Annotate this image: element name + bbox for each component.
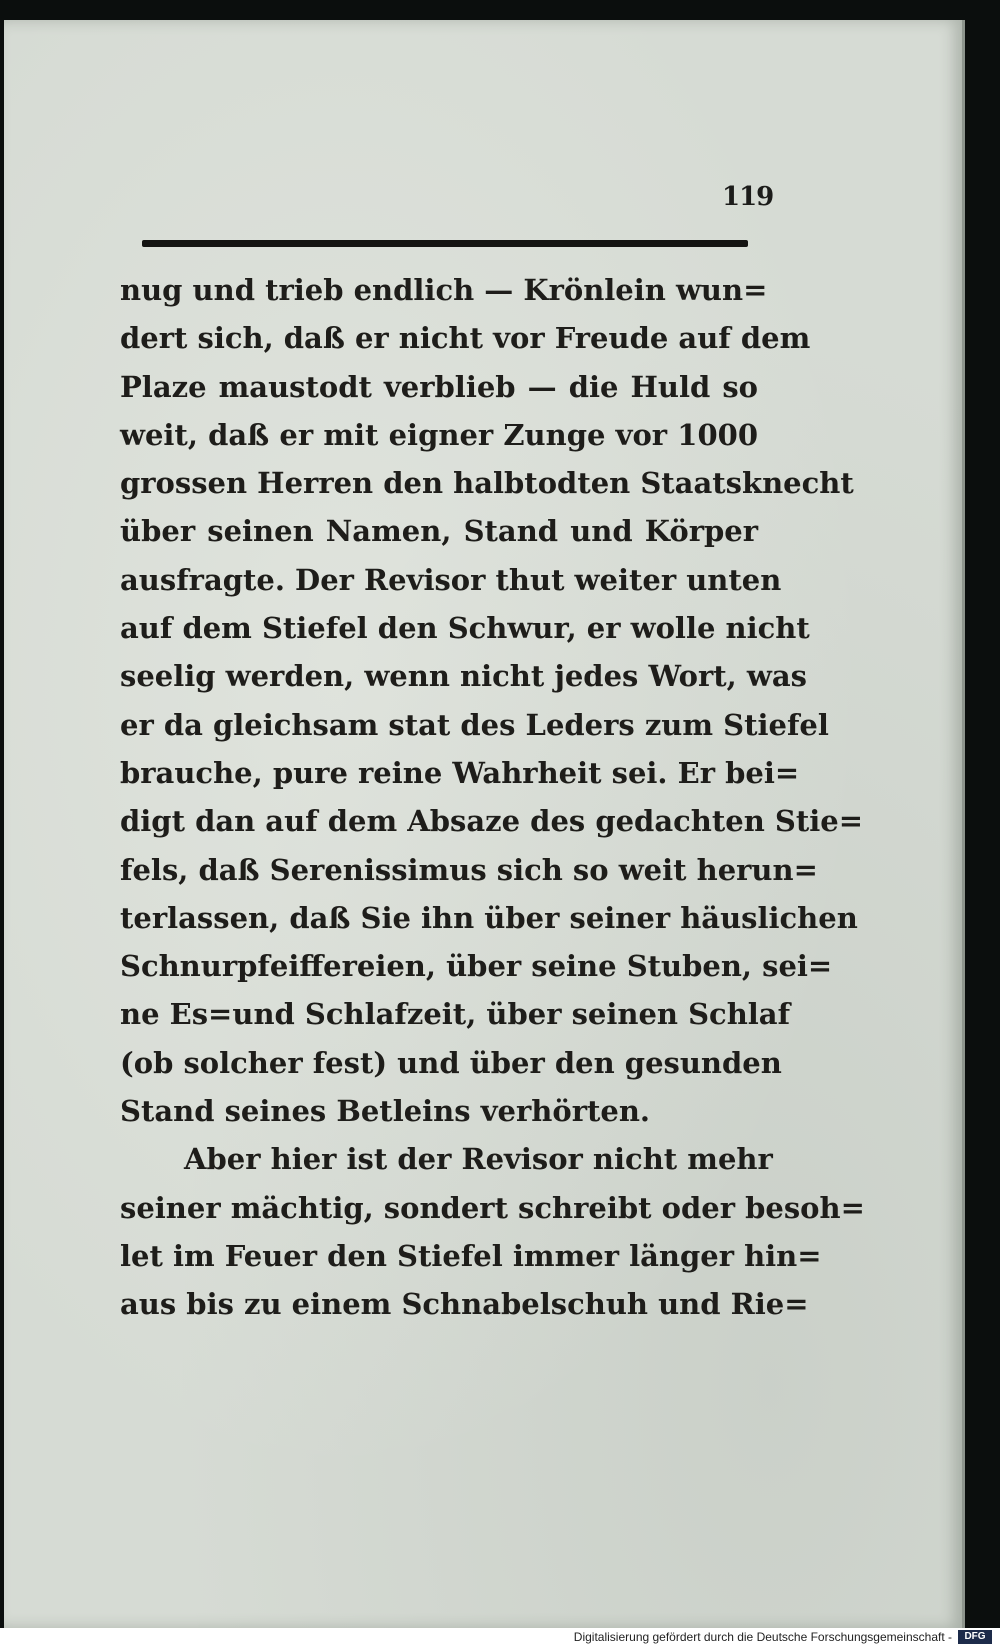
- text-line: fels, daß Serenissimus sich so weit herun=: [120, 852, 818, 887]
- text-line: über seinen Namen, Stand und Körper: [120, 514, 758, 549]
- text-line: nug und trieb endlich — Krönlein wun=: [120, 273, 768, 307]
- page-number: 119: [722, 182, 774, 212]
- text-line: seelig werden, wenn nicht jedes Wort, was: [120, 659, 807, 694]
- text-line: seiner mächtig, sondert schreibt oder besoh=: [120, 1190, 865, 1225]
- text-line: digt dan auf dem Absaze des gedachten Stie=: [120, 804, 863, 839]
- text-line: aus bis zu einem Schnabelschuh und Rie=: [120, 1287, 809, 1322]
- text-line: brauche, pure reine Wahrheit sei. Er bei=: [120, 755, 800, 790]
- text-line: er da gleichsam stat des Leders zum Stiefel: [120, 707, 829, 742]
- footer-credit: Digitalisierung gefördert durch die Deutsche Forschungsgemeinschaft -: [573, 1630, 952, 1644]
- text-line: auf dem Stiefel den Schwur, er wolle nicht: [120, 611, 810, 646]
- text-line: let im Feuer den Stiefel immer länger hin=: [120, 1238, 822, 1273]
- text-line: Stand seines Betleins verhörten.: [120, 1094, 651, 1129]
- text-line: weit, daß er mit eigner Zunge vor 1000: [120, 417, 758, 452]
- text-line: ne Es=und Schlafzeit, über seinen Schlaf: [120, 997, 791, 1032]
- text-line: grossen Herren den halbtodten Staatsknecht: [120, 466, 854, 501]
- body-text: [120, 266, 865, 1329]
- header-rule: [142, 240, 748, 247]
- book-page: [4, 20, 965, 1628]
- text-line: ausfragte. Der Revisor thut weiter unten: [120, 562, 782, 597]
- text-line: (ob solcher fest) und über den gesunden: [120, 1045, 782, 1080]
- dfg-logo: DFG: [958, 1630, 992, 1644]
- text-line: dert sich, daß er nicht vor Freude auf dem: [120, 321, 811, 356]
- text-line: Plaze maustodt verblieb — die Huld so: [120, 369, 758, 404]
- text-line: Schnurpfeiffereien, über seine Stuben, sei=: [120, 949, 833, 984]
- text-line: Aber hier ist der Revisor nicht mehr: [184, 1142, 773, 1177]
- text-line: terlassen, daß Sie ihn über seiner häuslichen: [120, 900, 858, 935]
